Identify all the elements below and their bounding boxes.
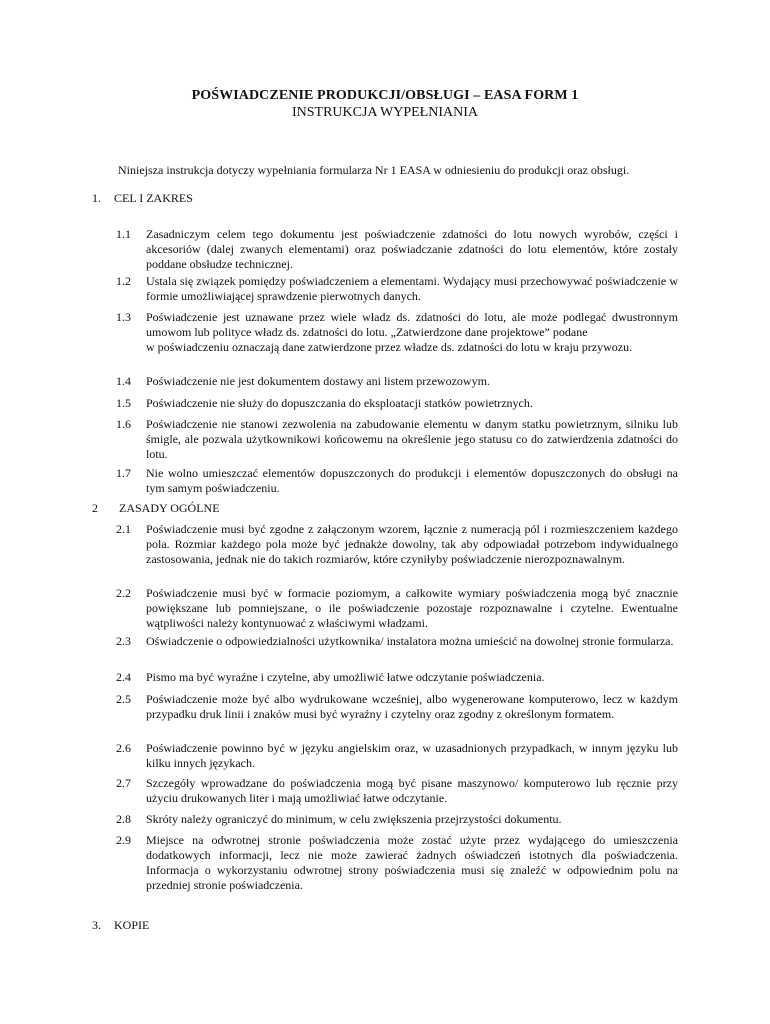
- section-heading-1: [92, 191, 193, 206]
- item-text-line: Poświadczenie jest uznawane przez wiele władz ds. zdatności do lotu, ale może podlegać dwustronnym umowom lub polityce władz ds. zdatności do lotu. „Zatwierdzone dane projektowe” podane: [146, 310, 678, 339]
- list-item-2-6: [116, 741, 678, 771]
- item-text: Poświadczenie nie stanowi zezwolenia na zabudowanie elementu w danym statku powietrznym, silniku lub śmigle, ale pozwala użytkownikowi końcowemu na określenie jego statusu co do zatwierdzenia zdatności do lotu.: [146, 417, 678, 461]
- item-text: Nie wolno umieszczać elementów dopuszczonych do produkcji i elementów dopuszczonych do obsługi na tym samym poświadczeniu.: [146, 466, 678, 495]
- item-text: Poświadczenie musi być w formacie poziomym, a całkowite wymiary poświadczenia mogą być znacznie powiększane lub pomniejszane, o ile poświadczenie pozostaje rozpoznawalne i czytelne. Ewentualne wątpliwości należy kontynuować z właściwymi władzami.: [146, 586, 678, 630]
- item-text: [146, 310, 678, 355]
- list-item-2-2: [116, 586, 678, 631]
- list-item-2-1: [116, 522, 678, 567]
- item-text: Skróty należy ograniczyć do minimum, w celu zwiększenia przejrzystości dokumentu.: [146, 812, 562, 826]
- item-text: Poświadczenie powinno być w języku angielskim oraz, w uzasadnionych przypadkach, w innym języku lub kilku innych językach.: [146, 741, 678, 770]
- document-title: POŚWIADCZENIE PRODUKCJI/OBSŁUGI – EASA FORM 1: [191, 88, 579, 103]
- section-number: 2: [92, 501, 98, 515]
- section-title: CEL I ZAKRES: [114, 191, 193, 205]
- item-number: 2.2: [116, 586, 131, 600]
- item-number: 2.9: [116, 833, 131, 847]
- section-title: KOPIE: [114, 918, 150, 932]
- list-item-1-4: [116, 374, 678, 389]
- item-number: 2.8: [116, 812, 131, 826]
- item-number: 1.3: [116, 310, 131, 324]
- list-item-1-7: [116, 466, 678, 496]
- item-text: Poświadczenie nie jest dokumentem dostawy ani listem przewozowym.: [146, 374, 490, 388]
- section-heading-2: [92, 501, 220, 516]
- item-text: Miejsce na odwrotnej stronie poświadczenia może zostać użyte przez wydającego do umieszczenia dodatkowych informacji, lecz nie może zawierać żadnych oświadczeń istotnych dla poświadczenia. Informacja o wykorzystaniu odwrotnej strony poświadczenia musi się znaleźć w odpowiednim polu na przedniej stronie poświadczenia.: [146, 833, 678, 892]
- list-item-1-5: [116, 396, 678, 411]
- section-heading-3: [92, 918, 149, 933]
- item-number: 1.5: [116, 396, 131, 410]
- item-text: Oświadczenie o odpowiedzialności użytkownika/ instalatora można umieścić na dowolnej stronie formularza.: [146, 634, 674, 648]
- item-text: Szczegóły wprowadzane do poświadczenia mogą być pisane maszynowo/ komputerowo lub ręcznie przy użyciu drukowanych liter i mają umożliwiać łatwe odczytanie.: [146, 776, 678, 805]
- list-item-2-4: [116, 670, 678, 685]
- item-text: Ustala się związek pomiędzy poświadczeniem a elementami. Wydający musi przechowywać poświadczenie w formie umożliwiającej sprawdzenie pierwotnych danych.: [146, 274, 678, 303]
- list-item-2-8: [116, 812, 678, 827]
- item-number: 1.1: [116, 227, 131, 241]
- item-number: 2.6: [116, 741, 131, 755]
- list-item-1-1: [116, 227, 678, 272]
- section-number: 1.: [92, 191, 101, 205]
- item-number: 1.4: [116, 374, 131, 388]
- item-number: 2.5: [116, 692, 131, 706]
- item-number: 2.4: [116, 670, 131, 684]
- item-text: Pismo ma być wyraźne i czytelne, aby umożliwić łatwe odczytanie poświadczenia.: [146, 670, 545, 684]
- item-text: Zasadniczym celem tego dokumentu jest poświadczenie zdatności do lotu nowych wyrobów, części i akcesoriów (dalej zwanych elementami) oraz poświadczanie zdatności do lotu elementów, które zostały poddane obsłudze technicznej.: [146, 227, 678, 271]
- item-text: Poświadczenie może być albo wydrukowane wcześniej, albo wygenerowane komputerowo, lecz w każdym przypadku druk linii i znaków musi być wyraźny i czytelny oraz zgodny z określonym formatem.: [146, 692, 678, 721]
- item-number: 2.7: [116, 776, 131, 790]
- list-item-1-3: [116, 310, 678, 355]
- item-number: 2.1: [116, 522, 131, 536]
- item-text: Poświadczenie nie służy do dopuszczania do eksploatacji statków powietrznych.: [146, 396, 533, 410]
- list-item-1-2: [116, 274, 678, 304]
- list-item-2-3: [116, 634, 678, 649]
- list-item-2-5: [116, 692, 678, 722]
- list-item-2-7: [116, 776, 678, 806]
- section-number: 3.: [92, 918, 101, 932]
- item-text-line: w poświadczeniu oznaczają dane zatwierdzone przez władze ds. zdatności do lotu w kraju przywozu.: [146, 340, 633, 354]
- item-number: 1.7: [116, 466, 131, 480]
- list-item-2-9: [116, 833, 678, 893]
- section-title: ZASADY OGÓLNE: [119, 501, 220, 515]
- item-number: 1.2: [116, 274, 131, 288]
- document-subtitle: INSTRUKCJA WYPEŁNIANIA: [291, 105, 479, 120]
- list-item-1-6: [116, 417, 678, 462]
- item-number: 2.3: [116, 634, 131, 648]
- item-text: Poświadczenie musi być zgodne z załączonym wzorem, łącznie z numeracją pól i rozmieszczeniem każdego pola. Rozmiar każdego pola może być jednakże dowolny, tak aby odpowiadał potrzebom indywidualnego zastosowania, jednak nie do takich rozmiarów, które czyniłyby poświadczenie nierozpoznawalnym.: [146, 522, 678, 566]
- intro-paragraph: Niniejsza instrukcja dotyczy wypełniania formularza Nr 1 EASA w odniesieniu do produkcji oraz obsługi.: [118, 163, 630, 177]
- item-number: 1.6: [116, 417, 131, 431]
